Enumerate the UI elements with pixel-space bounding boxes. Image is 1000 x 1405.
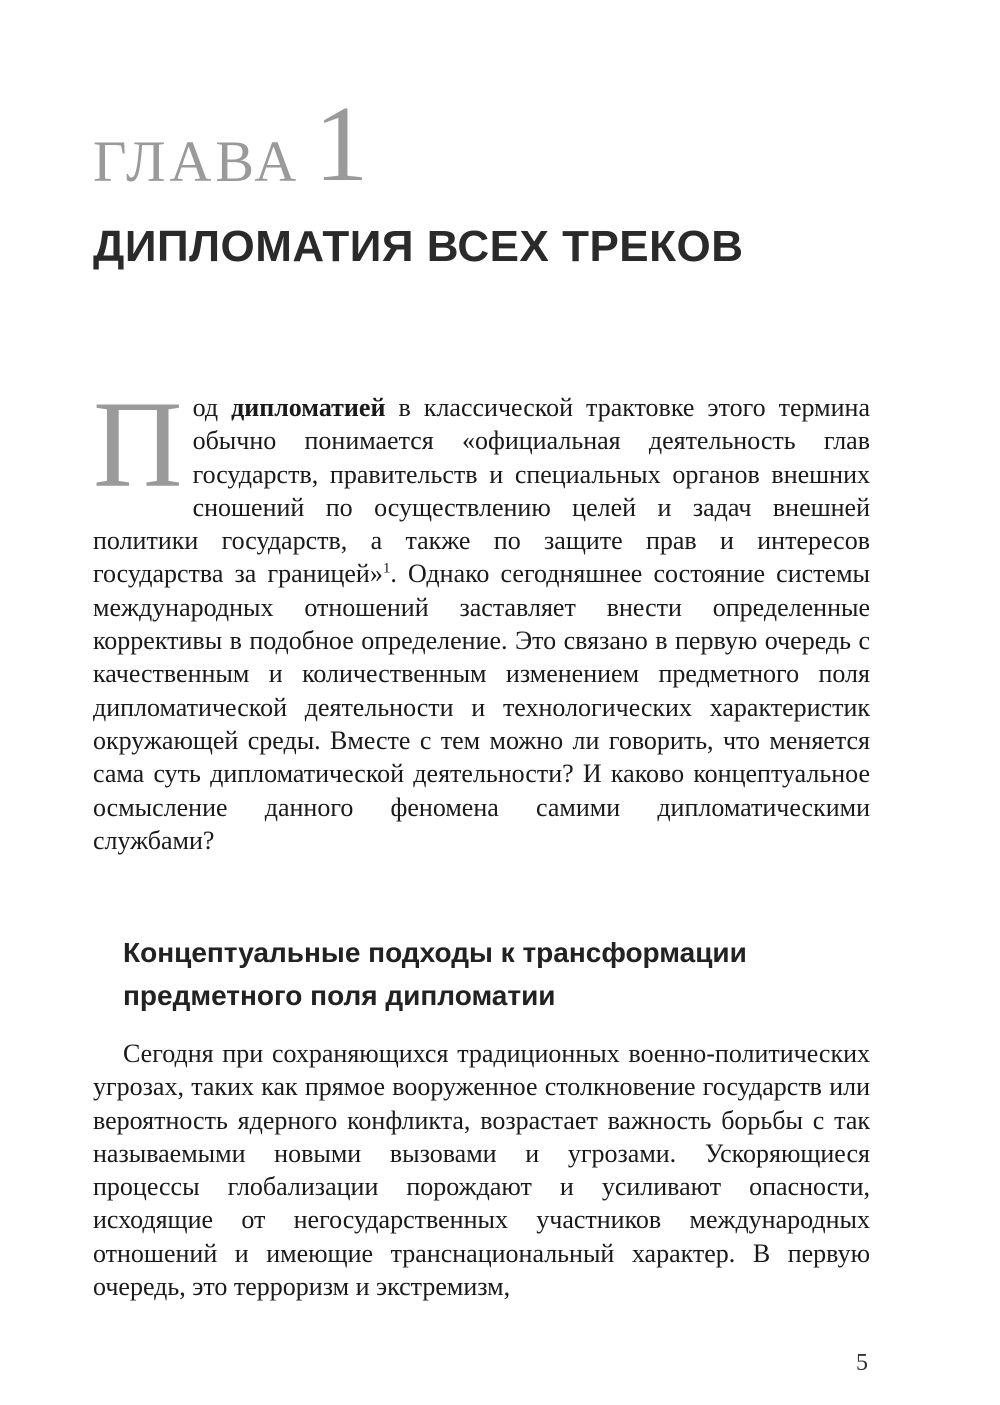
paragraph-lead: од [192, 393, 232, 422]
chapter-number: 1 [314, 85, 369, 204]
page-number: 5 [856, 1350, 868, 1376]
bold-term: дипломатией [231, 393, 386, 422]
paragraph-intro [93, 376, 870, 857]
section-heading: Концептуальные подходы к трансформации предметного поля дипломатии [123, 937, 747, 1011]
drop-cap: П [93, 376, 183, 513]
chapter-title: ДИПЛОМАТИЯ ВСЕХ ТРЕКОВ [93, 222, 744, 271]
paragraph-text-b: . Однако сегодняшнее состояние системы международных отношений заставляет внести определенные коррективы в подобное определение. Это связано в первую очередь с качественным и количественным изменением предметного поля дипломатической деятельности и технологических характеристик окружающей среды. Вместе с тем можно ли говорить, что меняется сама суть дипломатической деятельности? И каково концептуальное осмысление данного феномена самими дипломатическими службами? [93, 559, 870, 855]
paragraph-text-a: в классической трактовке этого термина обычно понимается «официальная деятельность глав государств, правительств и специальных органов внешних сношений по осуществлению целей и задач внешней политики государств, а также по защите прав и интересов государства за границей» [93, 393, 870, 589]
chapter-label [93, 85, 369, 204]
chapter-word: ГЛАВА [93, 129, 301, 194]
footnote-ref[interactable]: 1 [382, 560, 391, 577]
paragraph-body: Сегодня при сохраняющихся традиционных военно-политических угрозах, таких как прямое вооруженное столкновение государств или вероятность ядерного конфликта, возрастает важность борьбы с так называемыми новыми вызовами и угрозами. Ускоряющиеся процессы глобализации порождают и усиливают опасности, исходящие от негосударственных участников международных отношений и имеющие транснациональный характер. В первую очередь, это терроризм и экстремизм, [93, 1039, 870, 1302]
